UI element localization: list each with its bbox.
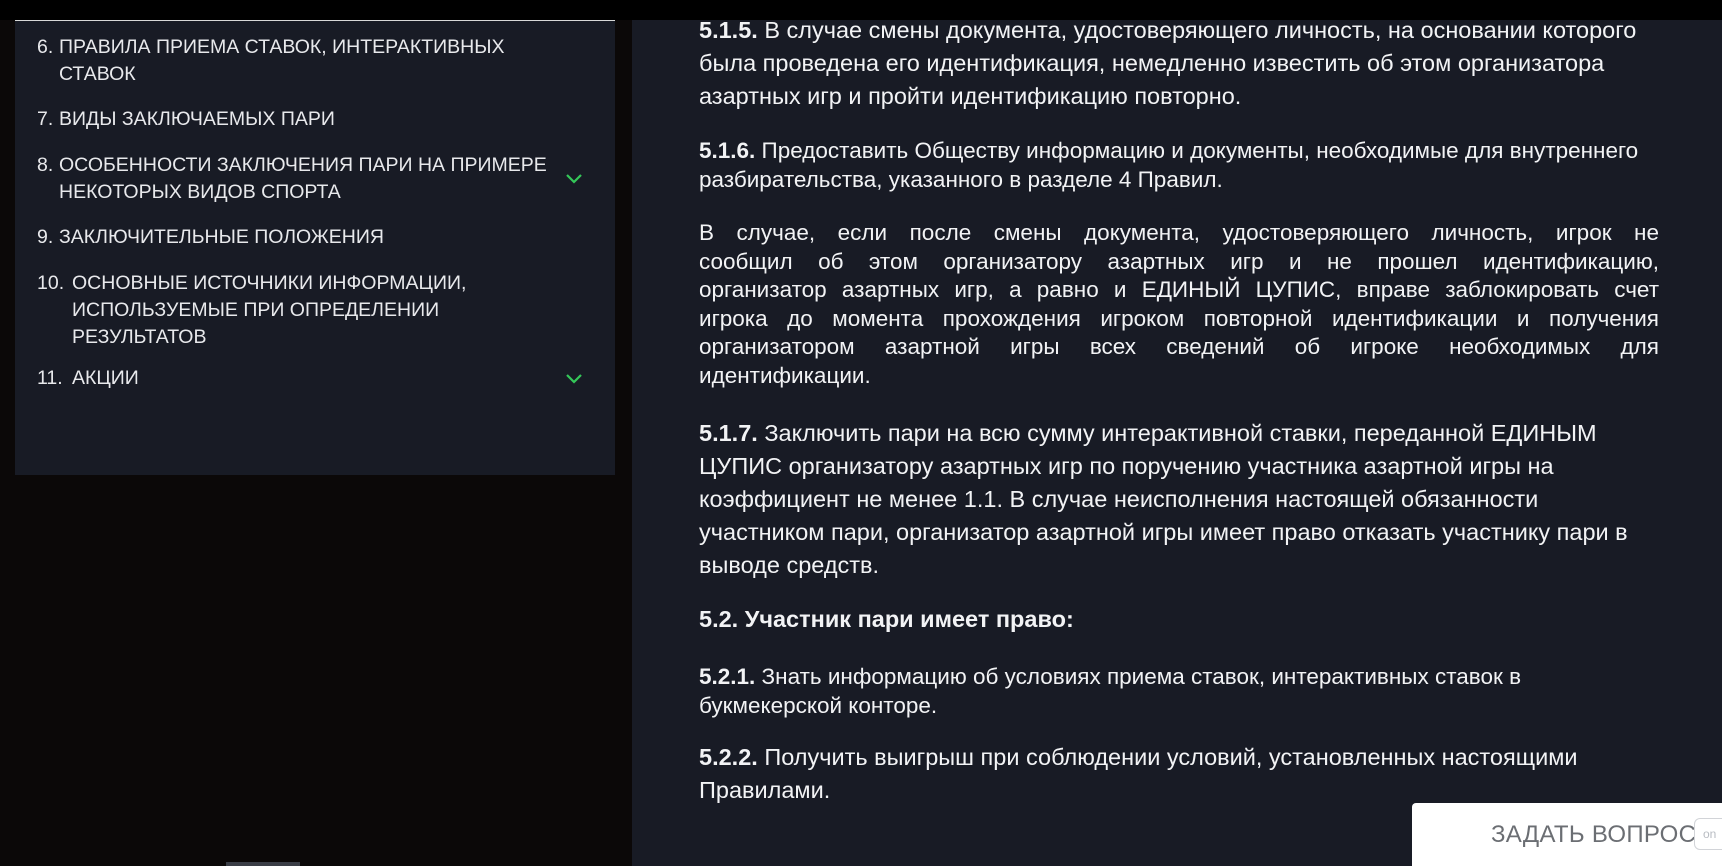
toc-item-label: АКЦИИ bbox=[72, 367, 139, 389]
toc-item-6[interactable] bbox=[37, 34, 597, 88]
clause-5-1-6 bbox=[699, 137, 1659, 194]
left-empty-area bbox=[15, 475, 615, 866]
clause-number: 5.2.2. bbox=[699, 744, 758, 770]
clause-text: Получить выигрыш при соблюдении условий, установленных настоящими Правилами. bbox=[699, 744, 1578, 803]
toc-item-9[interactable] bbox=[37, 224, 597, 251]
ask-question-widget[interactable] bbox=[1412, 803, 1722, 866]
clause-number: 5.1.7. bbox=[699, 420, 758, 446]
clause-5-1-7 bbox=[699, 417, 1644, 582]
clause-number: 5.1.5. bbox=[699, 20, 758, 43]
toc-item-number: 10. bbox=[37, 272, 65, 294]
paragraph-line: игрока до момента прохождения игроком повторной идентификации и получения bbox=[699, 305, 1659, 331]
toc-item-number: 6. bbox=[37, 36, 54, 58]
toc-item-11[interactable] bbox=[37, 365, 597, 392]
toc-item-label: ВИДЫ ЗАКЛЮЧАЕМЫХ ПАРИ bbox=[59, 108, 335, 130]
clause-text: В случае смены документа, удостоверяющего личность, на основании которого была проведена его идентификация, немедленно известить об этом организатора азартных игр и пройти идентификацию повторно. bbox=[699, 20, 1637, 109]
table-of-contents bbox=[15, 20, 615, 475]
clause-number: 5.1.6. bbox=[699, 138, 756, 163]
toc-item-8[interactable] bbox=[37, 152, 597, 206]
paragraph-line: В случае, если после смены документа, удостоверяющего личность, игрок не bbox=[699, 220, 1659, 245]
ask-question-label: ЗАДАТЬ ВОПРОС bbox=[1491, 821, 1697, 848]
chevron-down-icon[interactable] bbox=[566, 173, 580, 187]
paragraph-line: идентификации. bbox=[699, 362, 871, 388]
paragraph-line: сообщил об этом организатору азартных игр и не прошел идентификацию, bbox=[699, 248, 1659, 274]
clause-5-2-1 bbox=[699, 663, 1659, 720]
clause-text: Знать информацию об условиях приема ставок, интерактивных ставок в букмекерской конторе. bbox=[699, 664, 1522, 718]
clause-number: 5.2.1. bbox=[699, 664, 756, 689]
section-heading: 5.2. Участник пари имеет право: bbox=[699, 606, 1074, 632]
toc-item-number: 7. bbox=[37, 108, 54, 130]
toc-item-number: 9. bbox=[37, 226, 54, 248]
paragraph-line: организатор азартных игр, а равно и ЕДИНЫЙ ЦУПИС, вправе заблокировать счет bbox=[699, 277, 1659, 302]
clause-5-2-heading bbox=[699, 603, 1659, 636]
toc-item-number: 8. bbox=[37, 154, 54, 176]
toc-item-label: ЗАКЛЮЧИТЕЛЬНЫЕ ПОЛОЖЕНИЯ bbox=[59, 226, 384, 248]
clause-5-2-2 bbox=[699, 741, 1659, 807]
paragraph-line: организатором азартной игры всех сведений об игроке необходимых для bbox=[699, 334, 1659, 359]
clause-5-1-5 bbox=[699, 20, 1659, 113]
clause-text: Предоставить Обществу информацию и документы, необходимые для внутреннего разбирательства, указанного в разделе 4 Правил. bbox=[699, 138, 1639, 192]
toc-item-label: ОСОБЕННОСТИ ЗАКЛЮЧЕНИЯ ПАРИ НА ПРИМЕРЕ НЕКОТОРЫХ ВИДОВ СПОРТА bbox=[59, 154, 547, 203]
toc-item-label: ОСНОВНЫЕ ИСТОЧНИКИ ИНФОРМАЦИИ, ИСПОЛЬЗУЕМЫЕ ПРИ ОПРЕДЕЛЕНИИ РЕЗУЛЬТАТОВ bbox=[72, 272, 467, 348]
top-bar bbox=[0, 0, 1722, 20]
chevron-down-icon[interactable] bbox=[566, 373, 580, 387]
clause-identification-note bbox=[699, 219, 1659, 390]
rules-document bbox=[632, 20, 1722, 866]
horizontal-scrollbar[interactable] bbox=[226, 862, 300, 866]
toc-item-number: 11. bbox=[37, 367, 63, 389]
toc-item-label: ПРАВИЛА ПРИЕМА СТАВОК, ИНТЕРАКТИВНЫХ СТАВОК bbox=[59, 36, 505, 85]
clause-text: Заключить пари на всю сумму интерактивной ставки, переданной ЕДИНЫМ ЦУПИС организатору азартных игр по поручению участника азартной игры на коэффициент не менее 1.1. В случае неисполнения настоящей обязанности участником пари, организатор азартной игры имеет право отказать участнику пари в выводе средств. bbox=[699, 420, 1628, 578]
toc-item-10[interactable] bbox=[37, 270, 597, 351]
ask-question-input[interactable]: on bbox=[1694, 818, 1722, 850]
toc-item-7[interactable] bbox=[37, 106, 597, 133]
